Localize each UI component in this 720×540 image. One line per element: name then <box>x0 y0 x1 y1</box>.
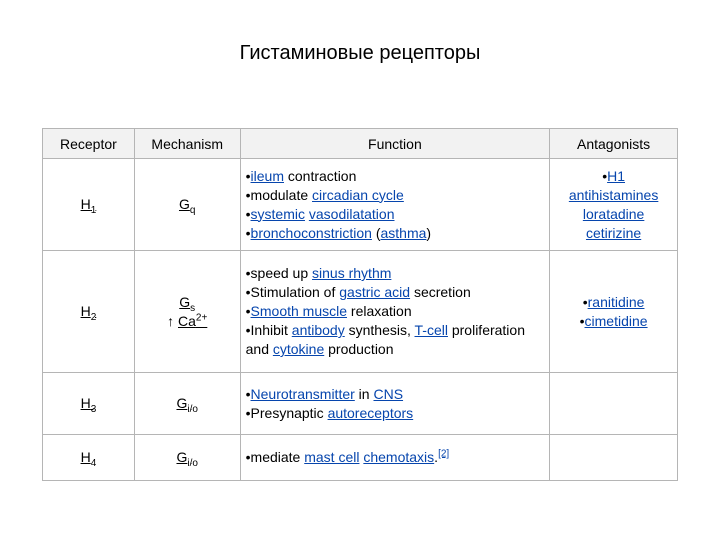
header-antagonists: Antagonists <box>550 129 678 159</box>
wiki-link[interactable]: cytokine <box>272 341 325 357</box>
symbol-subscript: i/o <box>187 403 198 415</box>
table-row <box>43 435 678 481</box>
function-line <box>246 404 550 423</box>
antagonist-line <box>550 167 677 186</box>
function-cell <box>240 159 550 251</box>
mechanism-line <box>135 293 240 312</box>
mechanism-line <box>43 448 134 467</box>
text-segment: • <box>245 167 251 184</box>
text-segment: • <box>245 385 251 402</box>
symbol-subscript: i/o <box>187 457 198 469</box>
antagonists-cell <box>550 251 678 373</box>
table-row <box>43 373 678 435</box>
symbol-superscript: 2+ <box>195 311 208 323</box>
wiki-link[interactable]: ranitidine <box>587 293 645 310</box>
wiki-link[interactable]: antibody <box>291 322 345 338</box>
symbol-base: G <box>179 293 191 310</box>
mechanism-line <box>135 394 240 413</box>
function-cell <box>240 435 550 481</box>
text-segment: • <box>579 312 585 329</box>
antagonist-line <box>550 186 677 205</box>
antagonists-cell <box>550 159 678 251</box>
wiki-link[interactable]: bronchoconstriction <box>250 224 372 241</box>
function-line <box>246 302 550 321</box>
wiki-link[interactable]: circadian cycle <box>312 186 404 203</box>
wiki-link[interactable]: systemic <box>250 205 305 222</box>
text-segment: • <box>602 167 608 184</box>
function-line <box>246 264 550 283</box>
antagonist-line <box>550 293 677 312</box>
receptor-cell <box>43 159 135 251</box>
wiki-link[interactable]: autoreceptors <box>327 404 414 421</box>
text-segment: •mediate <box>245 449 305 465</box>
antagonists-cell <box>550 373 678 435</box>
text-segment: synthesis, <box>344 322 415 338</box>
wiki-link[interactable]: cetirizine <box>585 224 642 241</box>
mechanism-line <box>135 195 240 214</box>
mechanism-cell <box>134 373 240 435</box>
text-segment: ( <box>371 224 381 241</box>
mechanism-line <box>43 195 134 214</box>
symbol-link[interactable] <box>176 449 198 469</box>
symbol-base: H <box>80 303 91 319</box>
text-segment: •Stimulation of <box>245 284 340 300</box>
symbol-subscript: 4 <box>90 457 97 469</box>
symbol-subscript: 3 <box>90 403 97 415</box>
slide-title: Гистаминовые рецепторы <box>239 42 481 64</box>
symbol-link[interactable] <box>80 196 97 216</box>
wiki-link[interactable]: ileum <box>250 167 284 184</box>
wiki-link[interactable]: chemotaxis <box>363 449 435 465</box>
symbol-base: G <box>178 196 190 212</box>
header-mechanism: Mechanism <box>134 129 240 159</box>
mechanism-line <box>135 448 240 467</box>
function-line <box>246 448 550 467</box>
wiki-link[interactable]: asthma <box>380 224 427 241</box>
antagonist-line <box>550 312 677 331</box>
symbol-base: H <box>80 395 91 411</box>
symbol-subscript: 2 <box>90 311 97 323</box>
function-line <box>246 167 550 186</box>
function-line <box>246 205 550 224</box>
wiki-link[interactable]: sinus rhythm <box>312 265 392 281</box>
wiki-link[interactable]: [2] <box>438 448 450 460</box>
wiki-link[interactable]: H1 <box>607 167 625 184</box>
wiki-link[interactable]: Neurotransmitter <box>250 385 355 402</box>
wiki-link[interactable]: Smooth muscle <box>250 303 348 319</box>
symbol-base: G <box>176 395 188 411</box>
wiki-link[interactable]: gastric acid <box>339 284 411 300</box>
receptor-cell <box>43 373 135 435</box>
symbol-subscript: s <box>190 302 196 314</box>
text-segment: • <box>245 224 251 241</box>
wiki-link[interactable]: CNS <box>373 385 404 402</box>
mechanism-line <box>43 302 134 321</box>
text-segment: relaxation <box>347 303 412 319</box>
function-line <box>246 186 550 205</box>
function-cell <box>240 251 550 373</box>
function-line <box>246 321 550 359</box>
wiki-link[interactable]: antihistamines <box>568 186 659 203</box>
text-segment: • <box>245 303 251 319</box>
text-segment: contraction <box>284 167 357 184</box>
mechanism-line <box>135 312 240 331</box>
antagonist-line <box>550 224 677 243</box>
histamine-receptor-table <box>42 128 678 481</box>
mechanism-cell <box>134 251 240 373</box>
text-segment: production <box>324 341 394 357</box>
symbol-link[interactable] <box>80 449 97 469</box>
symbol-base: Ca <box>178 312 196 329</box>
symbol-base: H <box>80 449 91 465</box>
up-arrow-icon: ↑ <box>167 312 178 329</box>
mechanism-cell <box>134 435 240 481</box>
function-line <box>246 224 550 243</box>
wiki-link[interactable]: mast cell <box>304 449 360 465</box>
symbol-subscript: q <box>189 204 196 216</box>
mechanism-line <box>43 394 134 413</box>
receptor-cell <box>43 251 135 373</box>
symbol-link[interactable] <box>80 303 97 323</box>
wiki-link[interactable]: vasodilatation <box>308 205 395 222</box>
text-segment: ) <box>426 224 432 241</box>
table-header-row <box>43 129 678 159</box>
symbol-subscript: 1 <box>90 204 97 216</box>
text-segment: •speed up <box>245 265 313 281</box>
text-segment: . <box>434 449 439 465</box>
symbol-link[interactable] <box>178 196 196 216</box>
function-cell <box>240 373 550 435</box>
table-row <box>43 251 678 373</box>
text-segment: proliferation and <box>245 322 525 357</box>
text-segment: •Inhibit <box>245 322 292 338</box>
function-line <box>246 283 550 302</box>
mechanism-cell <box>134 159 240 251</box>
text-segment: secretion <box>410 284 471 300</box>
wiki-link[interactable]: cimetidine <box>584 312 648 329</box>
symbol-base: H <box>80 196 91 212</box>
text-segment: •modulate <box>245 186 313 203</box>
text-segment: in <box>354 385 374 402</box>
wiki-link[interactable]: loratadine <box>582 205 645 222</box>
citation-superscript <box>438 448 449 459</box>
symbol-base: G <box>176 449 188 465</box>
symbol-link[interactable] <box>179 293 196 314</box>
wiki-link[interactable]: T-cell <box>414 322 448 338</box>
antagonists-cell <box>550 435 678 481</box>
receptor-cell <box>43 435 135 481</box>
header-function: Function <box>240 129 550 159</box>
symbol-link[interactable] <box>178 313 207 329</box>
symbol-link[interactable] <box>80 395 97 415</box>
text-segment: • <box>245 205 251 222</box>
antagonist-line <box>550 205 677 224</box>
text-segment: •Presynaptic <box>245 404 328 421</box>
symbol-link[interactable] <box>176 395 198 415</box>
text-segment: • <box>582 293 588 310</box>
header-receptor: Receptor <box>43 129 135 159</box>
table-row <box>43 159 678 251</box>
function-line <box>246 385 550 404</box>
